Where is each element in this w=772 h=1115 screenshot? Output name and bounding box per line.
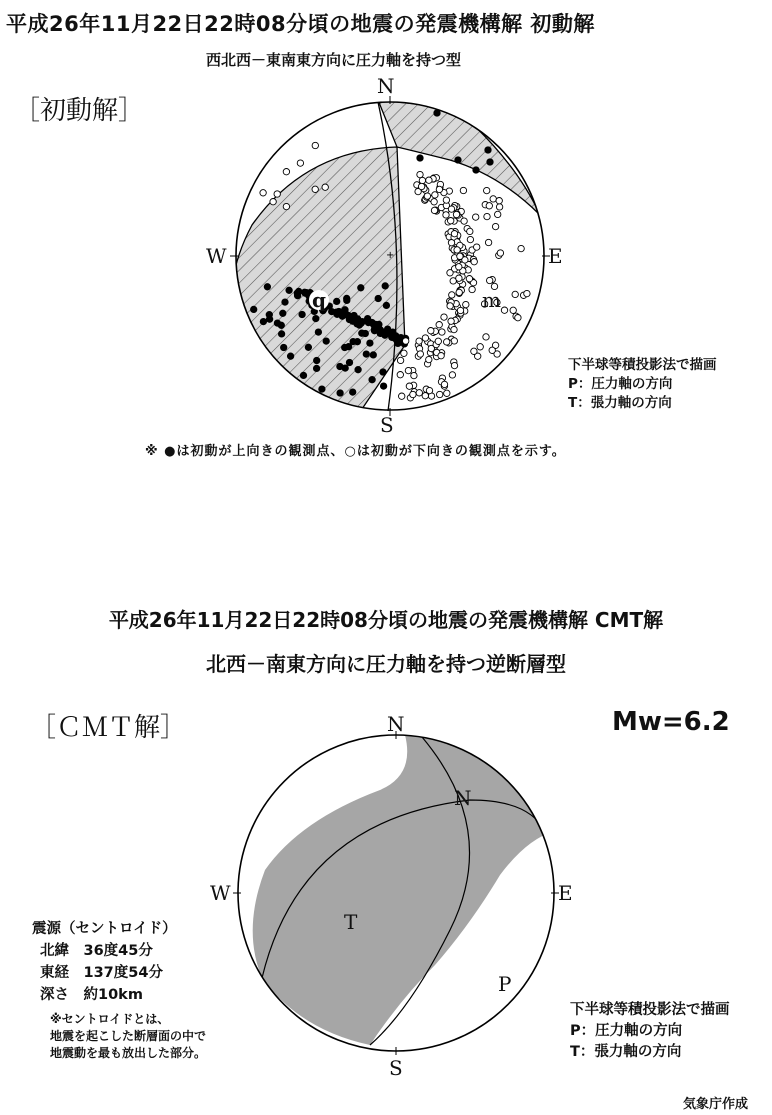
cmt-title: 平成26年11月22日22時08分頃の地震の発震機構解 CMT解: [108, 608, 664, 632]
cmt-direction-north: N: [387, 712, 405, 736]
t-axis-label: m: [482, 288, 501, 312]
centroid-note-line: 地震を起こした断層面の中で: [50, 1029, 207, 1043]
cmt-legend-t-axis: T：張力軸の方向: [570, 1044, 682, 1060]
moment-magnitude: Mw=6.2: [612, 707, 730, 737]
null-axis-label: N: [454, 786, 472, 810]
centroid-note-line: ※セントロイドとは、: [50, 1012, 170, 1026]
legend-projection: 下半球等積投影法で描画: [568, 357, 717, 373]
cmt-t-axis-label: T: [344, 910, 358, 934]
p-axis-label: q: [312, 288, 326, 312]
cmt-panel-label: ［ＣＭＴ解］: [30, 713, 187, 743]
cmt-subtitle: 北西－南東方向に圧力軸を持つ逆断層型: [206, 652, 566, 676]
centroid-note: [50, 1011, 206, 1062]
cmt-legend-p-axis: P：圧力軸の方向: [570, 1023, 683, 1039]
hypocenter-depth: 深さ 約10km: [40, 987, 143, 1003]
hypocenter-longitude: 東経 137度54分: [40, 965, 163, 981]
direction-east: E: [548, 244, 563, 268]
centroid-note-line: 地震動を最も放出した部分。: [50, 1046, 207, 1060]
cmt-direction-south: S: [389, 1056, 403, 1080]
direction-south: S: [380, 413, 394, 437]
first-motion-subtitle: 西北西－東南東方向に圧力軸を持つ型: [206, 51, 462, 69]
first-motion-panel-label: ［初動解］: [14, 96, 145, 126]
direction-north: N: [377, 74, 395, 98]
first-motion-title: 平成26年11月22日22時08分頃の地震の発震機構解 初動解: [6, 12, 595, 36]
cmt-legend-projection: 下半球等積投影法で描画: [570, 1002, 730, 1018]
cmt-p-axis-label: P: [498, 972, 512, 996]
cmt-direction-west: W: [210, 881, 231, 905]
cmt-legend: [570, 1000, 730, 1063]
center-mark: +: [386, 250, 395, 261]
direction-west: W: [206, 244, 227, 268]
cmt-direction-east: E: [558, 881, 573, 905]
station-symbol-note: ※ ●は初動が上向きの観測点、○は初動が下向きの観測点を示す。: [145, 444, 566, 459]
legend-p-axis: P：圧力軸の方向: [568, 376, 673, 392]
credit: 気象庁作成: [683, 1097, 749, 1112]
hypocenter-latitude: 北緯 36度45分: [40, 943, 153, 959]
hypocenter-info: [32, 918, 177, 1006]
legend-t-axis: T：張力軸の方向: [568, 395, 672, 411]
hypocenter-heading: 震源（セントロイド）: [32, 921, 177, 937]
